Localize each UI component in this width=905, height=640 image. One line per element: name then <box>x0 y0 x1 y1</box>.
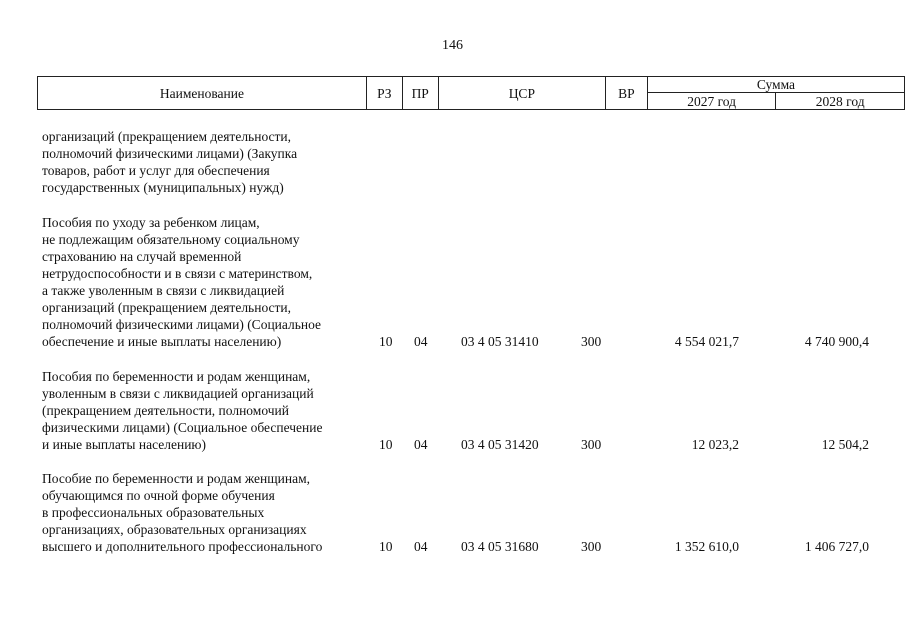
row-vr: 300 <box>581 539 602 554</box>
row-name-line: страхованию на случай временной <box>42 249 242 264</box>
row-rz: 10 <box>379 539 393 554</box>
row-pr: 04 <box>414 539 428 554</box>
row-vr: 300 <box>581 437 602 452</box>
row-sum-2027: 1 352 610,0 <box>674 539 739 554</box>
row-vr: 300 <box>581 334 602 349</box>
header-csr: ЦСР <box>438 77 605 110</box>
row-sum-2028: 4 740 900,4 <box>804 334 869 349</box>
row-name-line: уволенным в связи с ликвидацией организаций <box>42 386 314 401</box>
header-year-2028: 2028 год <box>776 93 905 110</box>
row-name-line: в профессиональных образовательных <box>42 505 265 520</box>
row-name-line: Пособия по беременности и родам женщинам, <box>42 369 311 384</box>
row-sum-2027: 4 554 021,7 <box>674 334 739 349</box>
row-name-line: а также уволенным в связи с ликвидацией <box>42 283 285 298</box>
row-name-line: нетрудоспособности и в связи с материнством, <box>42 266 313 281</box>
header-name: Наименование <box>38 77 367 110</box>
row-name-line: организаций (прекращением деятельности, <box>42 300 292 315</box>
row-name-line: организаций (прекращением деятельности, <box>42 129 292 144</box>
row-name-line: высшего и дополнительного профессионального <box>42 539 323 554</box>
row-name-line: Пособия по уходу за ребенком лицам, <box>42 215 260 230</box>
row-name <box>42 128 372 196</box>
header-rz: РЗ <box>366 77 402 110</box>
row-name <box>42 214 372 350</box>
row-name-line: обеспечение и иные выплаты населению) <box>42 334 282 349</box>
row-rz: 10 <box>379 334 393 349</box>
row-pr: 04 <box>414 437 428 452</box>
row-name-line: (прекращением деятельности, полномочий <box>42 403 289 418</box>
row-sum-2028: 12 504,2 <box>821 437 869 452</box>
table-header <box>37 76 905 110</box>
page-number: 146 <box>442 38 463 53</box>
row-name <box>42 368 372 453</box>
row-name-line: и иные выплаты населению) <box>42 437 207 452</box>
row-csr: 03 4 05 31680 <box>461 539 539 554</box>
row-name-line: полномочий физическими лицами) (Социальное <box>42 317 322 332</box>
row-sum-2027: 12 023,2 <box>691 437 739 452</box>
table-row <box>0 214 905 350</box>
row-name-line: обучающимся по очной форме обучения <box>42 488 275 503</box>
table-row <box>0 128 905 196</box>
table-row <box>0 368 905 453</box>
row-rz: 10 <box>379 437 393 452</box>
row-csr: 03 4 05 31410 <box>461 334 539 349</box>
row-csr: 03 4 05 31420 <box>461 437 539 452</box>
header-sum: Сумма <box>647 77 904 93</box>
header-vr: ВР <box>606 77 648 110</box>
table-row <box>0 470 905 555</box>
row-name <box>42 470 372 555</box>
row-sum-2028: 1 406 727,0 <box>804 539 869 554</box>
header-year-2027: 2027 год <box>647 93 776 110</box>
row-name-line: полномочий физическими лицами) (Закупка <box>42 146 298 161</box>
row-name-line: физическими лицами) (Социальное обеспечение <box>42 420 323 435</box>
row-name-line: Пособие по беременности и родам женщинам, <box>42 471 310 486</box>
header-pr: ПР <box>402 77 438 110</box>
row-pr: 04 <box>414 334 428 349</box>
row-name-line: не подлежащим обязательному социальному <box>42 232 300 247</box>
row-name-line: товаров, работ и услуг для обеспечения <box>42 163 270 178</box>
row-name-line: организациях, образовательных организациях <box>42 522 307 537</box>
row-name-line: государственных (муниципальных) нужд) <box>42 180 284 195</box>
